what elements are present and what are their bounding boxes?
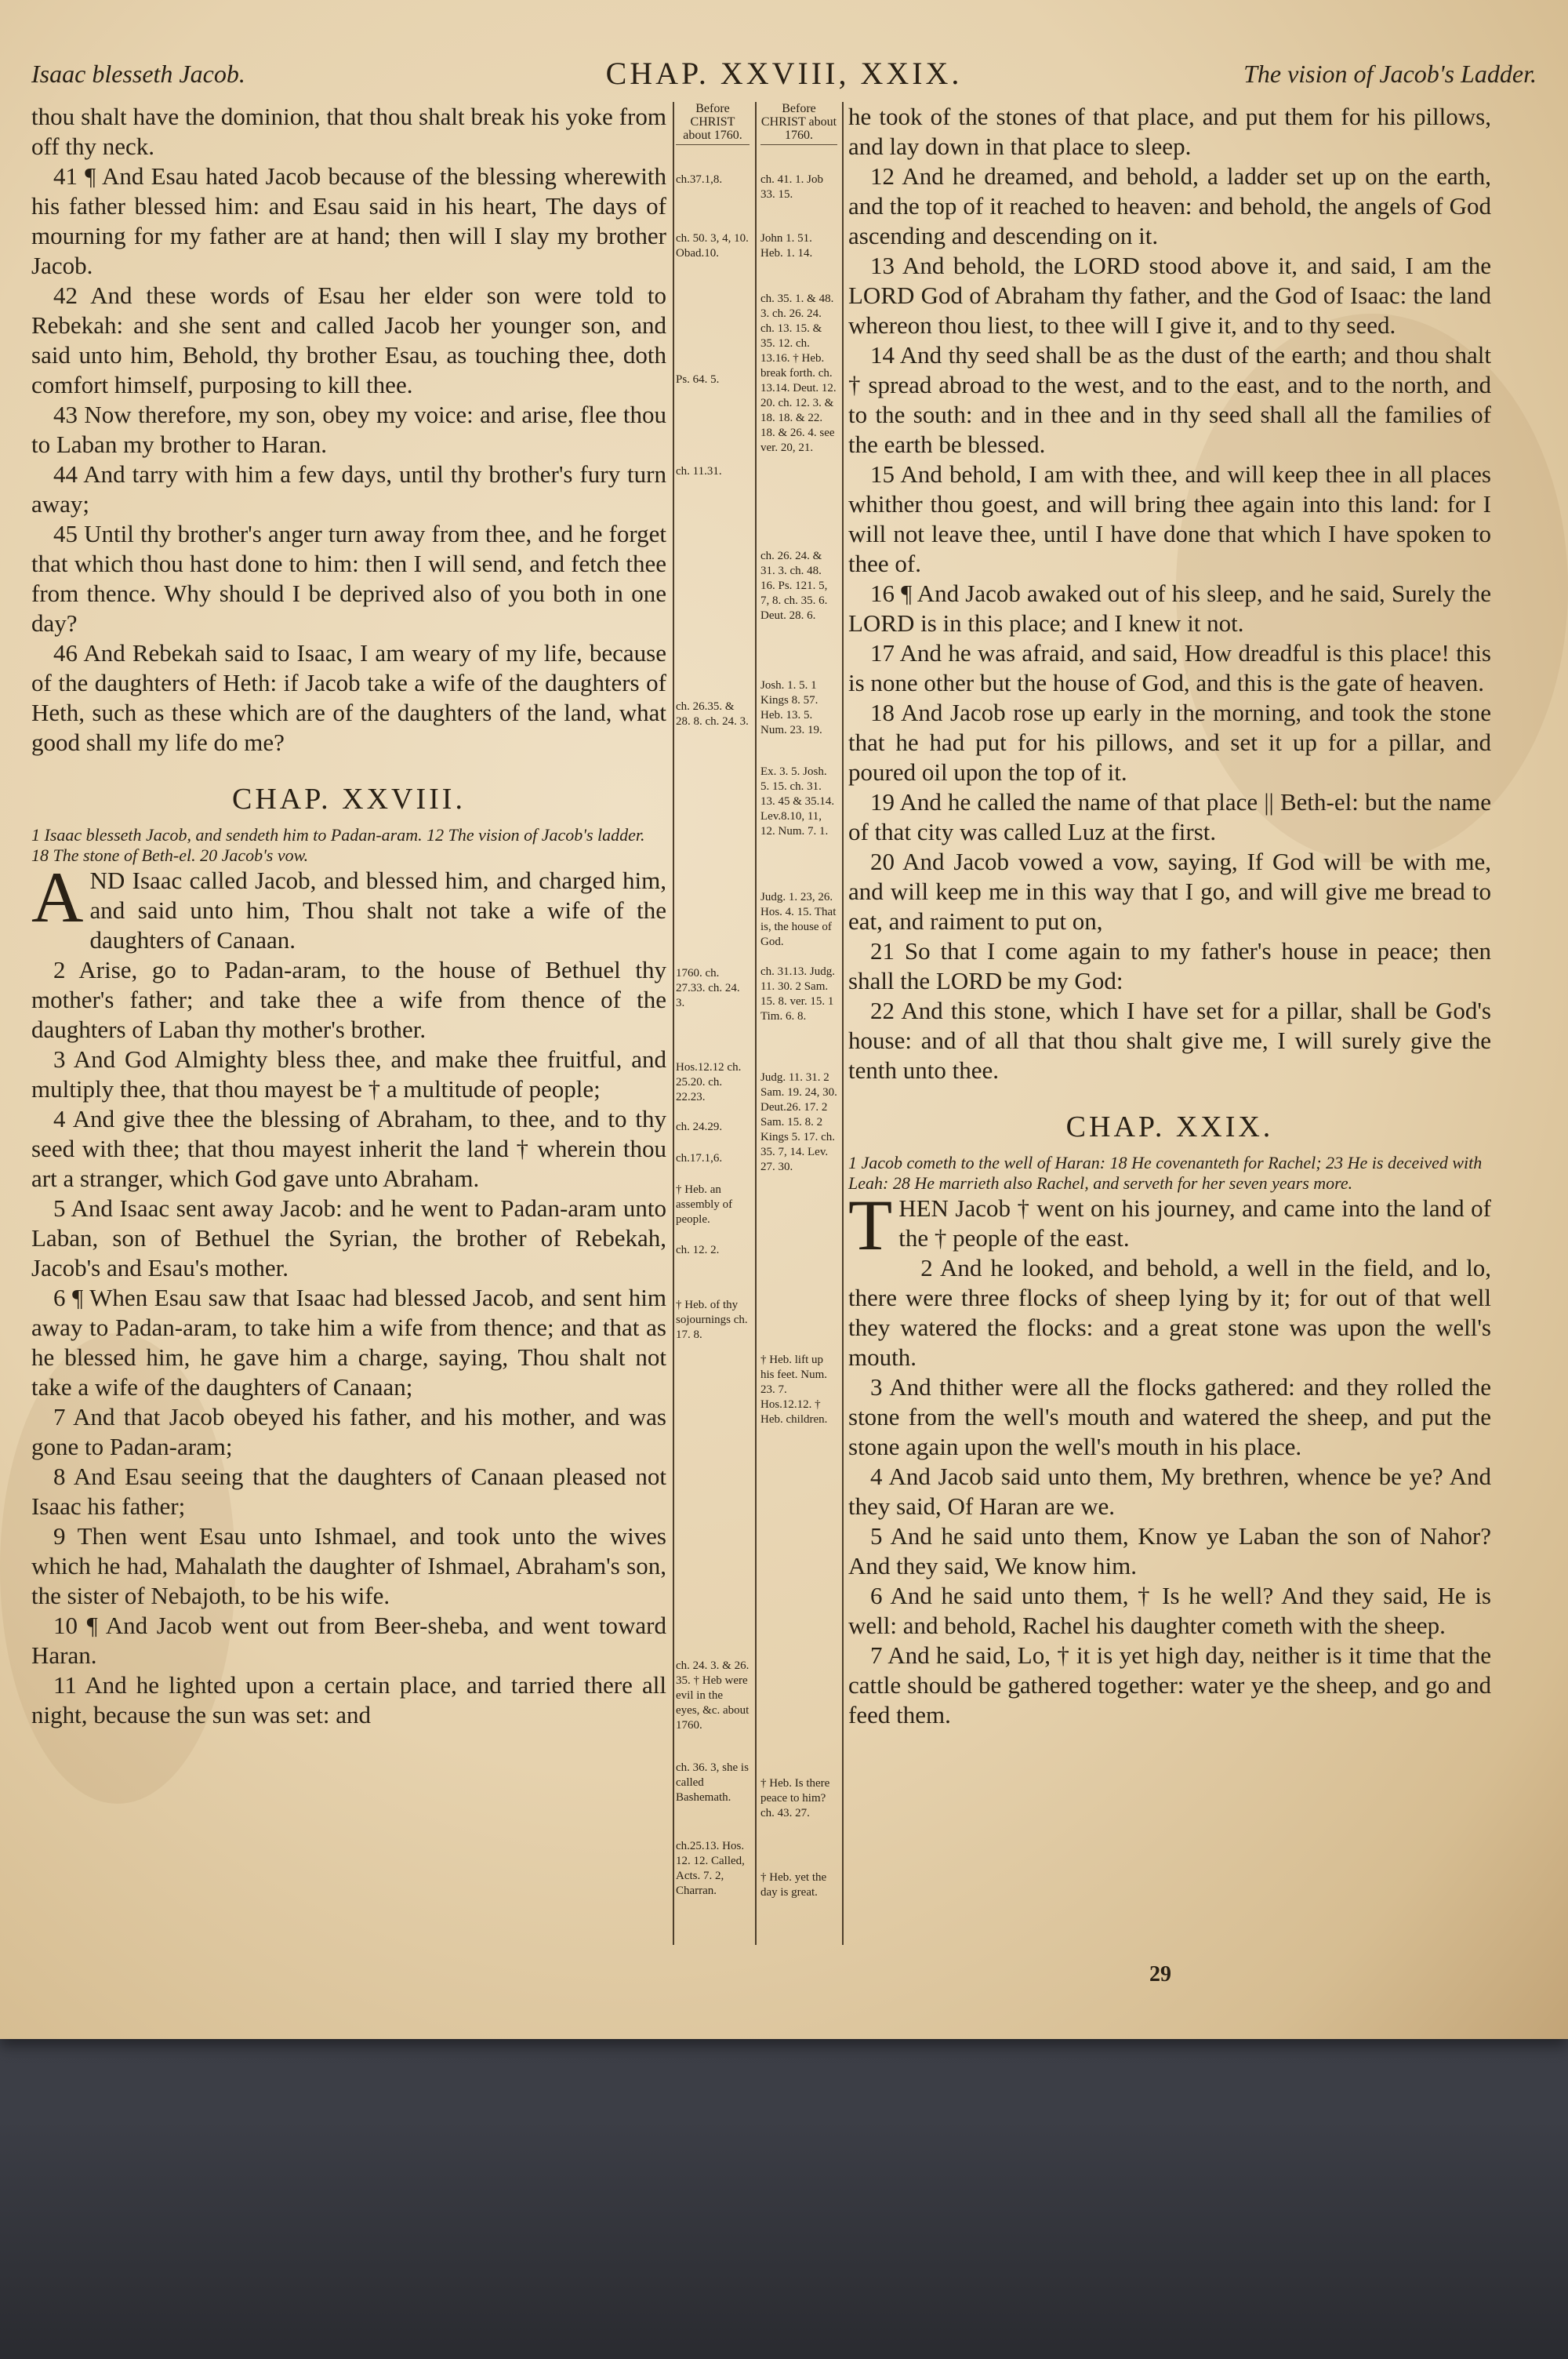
verse-paragraph: 6 And he said unto them, † Is he well? And they said, He is well: and behold, Rachel his daughter cometh with the sheep. bbox=[848, 1582, 1491, 1639]
verse-paragraph: 7 And he said, Lo, † it is yet high day, neither is it time that the cattle should be gathered together: water ye the sheep, and go and feed them. bbox=[848, 1641, 1491, 1728]
margin-reference: Ex. 3. 5. Josh. 5. 15. ch. 31. 13. 45 & 35.14. Lev.8.10, 11, 12. Num. 7. 1. bbox=[760, 765, 835, 838]
verse-paragraph: 43 Now therefore, my son, obey my voice: and arise, flee thou to Laban my brother to Haran. bbox=[31, 401, 666, 458]
margin-reference: ch. 11.31. bbox=[676, 465, 722, 478]
margin-head: Before CHRIST about 1760. bbox=[760, 102, 837, 145]
margin-reference: ch. 24.29. bbox=[676, 1121, 723, 1133]
column-rule bbox=[755, 102, 757, 1945]
margin-reference: † Heb. Is there peace to him? ch. 43. 27. bbox=[760, 1777, 830, 1819]
first-verse-text: HEN Jacob † went on his journey, and came into the land of the † people of the east. bbox=[898, 1194, 1491, 1252]
margin-reference: Ps. 64. 5. bbox=[676, 373, 720, 386]
first-verse-paragraph bbox=[31, 857, 666, 955]
verse-paragraph: 2 Arise, go to Padan-aram, to the house of Bethuel thy mother's father; and take thee a wife from thence of the daughters of Laban thy mother's brother. bbox=[31, 956, 666, 1043]
verse-paragraph: 21 So that I come again to my father's house in peace; then shall the LORD be my God: bbox=[848, 937, 1491, 994]
verse-paragraph: 5 And Isaac sent away Jacob: and he went to Padan-aram unto Laban, son of Bethuel the Syrian, the brother of Rebekah, Jacob's and Esau's mother. bbox=[31, 1194, 666, 1281]
chapter-heading: CHAP. XXVIII. bbox=[232, 783, 466, 816]
margin-reference: Josh. 1. 5. 1 Kings 8. 57. Heb. 13. 5. Num. 23. 19. bbox=[760, 679, 822, 736]
running-head bbox=[31, 55, 1537, 102]
verse-paragraph: 13 And behold, the LORD stood above it, and said, I am the LORD God of Abraham thy father, and the God of Isaac: the land whereon thou liest, to thee will I give it, and to thy seed. bbox=[848, 252, 1491, 339]
first-verse-paragraph bbox=[848, 1185, 1491, 1265]
chapter-heading: CHAP. XXIX. bbox=[1065, 1110, 1274, 1143]
verse-paragraph: 46 And Rebekah said to Isaac, I am weary of my life, because of the daughters of Heth: if Jacob take a wife of the daughters of Heth, such as these which are of the daughters of the land, what good shall my life do me? bbox=[31, 639, 666, 756]
running-head-left: Isaac blesseth Jacob. bbox=[31, 60, 245, 88]
first-verse-text: ND Isaac called Jacob, and blessed him, and charged him, and said unto him, Thou shalt not take a wife of the daughters of Canaan. bbox=[89, 867, 666, 954]
margin-reference: 1760. ch. 27.33. ch. 24. 3. bbox=[676, 967, 740, 1009]
running-head-center: CHAP. XXVIII, XXIX. bbox=[605, 56, 963, 91]
chapter-summary: 1 Isaac blesseth Jacob, and sendeth him to Padan-aram. 12 The vision of Jacob's ladder. 18 The stone of Beth-el. 20 Jacob's vow. bbox=[31, 825, 645, 865]
running-head-right: The vision of Jacob's Ladder. bbox=[1243, 60, 1537, 88]
verse-paragraph: thou shalt have the dominion, that thou shalt break his yoke from off thy neck. bbox=[31, 103, 666, 160]
left-margin-references bbox=[676, 102, 750, 1897]
right-margin-references bbox=[760, 102, 837, 1899]
margin-reference: Hos.12.12 ch. 25.20. ch. 22.23. bbox=[676, 1061, 742, 1103]
verse-paragraph: 16 ¶ And Jacob awaked out of his sleep, and he said, Surely the LORD is in this place; and I knew it not. bbox=[848, 580, 1491, 637]
margin-reference: ch. 12. 2. bbox=[676, 1244, 720, 1256]
verse-paragraph: 7 And that Jacob obeyed his father, and his mother, and was gone to Padan-aram; bbox=[31, 1403, 666, 1460]
left-text-column bbox=[31, 102, 666, 1730]
verse-paragraph: 3 And thither were all the flocks gathered: and they rolled the stone from the well's mouth and watered the sheep, and put the stone again upon the well's mouth in his place. bbox=[848, 1373, 1491, 1460]
verse-paragraph: 17 And he was afraid, and said, How dreadful is this place! this is none other but the house of God, and this is the gate of heaven. bbox=[848, 639, 1491, 696]
verse-paragraph: 10 ¶ And Jacob went out from Beer-sheba, and went toward Haran. bbox=[31, 1612, 666, 1669]
verse-paragraph: 5 And he said unto them, Know ye Laban the son of Nahor? And they said, We know him. bbox=[848, 1522, 1491, 1579]
verse-paragraph: 4 And give thee the blessing of Abraham, to thee, and to thy seed with thee; that thou mayest inherit the land † wherein thou art a stranger, which God gave unto Abraham. bbox=[31, 1105, 666, 1192]
margin-reference: John 1. 51. Heb. 1. 14. bbox=[760, 232, 813, 260]
verse-paragraph: 20 And Jacob vowed a vow, saying, If God will be with me, and will keep me in this way that I go, and will give me bread to eat, and raiment to put on, bbox=[848, 848, 1491, 935]
margin-reference: Judg. 11. 31. 2 Sam. 19. 24, 30. Deut.26. 17. 2 Sam. 15. 8. 2 Kings 5. 17. ch. 35. 7, 14. Lev. 27. 30. bbox=[760, 1071, 837, 1173]
verse-paragraph: 19 And he called the name of that place || Beth-el: but the name of that city was called Luz at the first. bbox=[848, 788, 1491, 845]
margin-reference: ch. 31.13. Judg. 11. 30. 2 Sam. 15. 8. ver. 15. 1 Tim. 6. 8. bbox=[760, 965, 835, 1023]
margin-reference: Judg. 1. 23, 26. Hos. 4. 15. That is, the house of God. bbox=[760, 891, 837, 948]
margin-reference: † Heb. yet the day is great. bbox=[760, 1871, 827, 1899]
margin-reference: ch.25.13. Hos. 12. 12. Called, Acts. 7. 2, Charran. bbox=[676, 1840, 745, 1897]
verse-paragraph: 4 And Jacob said unto them, My brethren, whence be ye? And they said, Of Haran are we. bbox=[848, 1463, 1491, 1520]
verse-paragraph: 42 And these words of Esau her elder son were told to Rebekah: and she sent and called Jacob her younger son, and said unto him, Behold, thy brother Esau, as touching thee, doth comfort himself, purposing to kill thee. bbox=[31, 282, 666, 398]
margin-reference: ch. 35. 1. & 48. 3. ch. 26. 24. ch. 13. 15. & 35. 12. ch. 13.16. † Heb. break forth. ch. 13.14. Deut. 12. 20. ch. 12. 3. & 18. 18. & 22. 18. & 26. 4. see ver. 20, 21. bbox=[760, 293, 837, 454]
margin-reference: ch. 26. 24. & 31. 3. ch. 48. 16. Ps. 121. 5, 7, 8. ch. 35. 6. Deut. 28. 6. bbox=[760, 550, 828, 622]
verse-paragraph: 2 And he looked, and behold, a well in the field, and lo, there were three flocks of sheep lying by it; for out of that well they watered the flocks: and a great stone was upon the well's mouth. bbox=[848, 1254, 1491, 1371]
verse-paragraph: 3 And God Almighty bless thee, and make thee fruitful, and multiply thee, that thou mayest be † a multitude of people; bbox=[31, 1045, 666, 1103]
drop-cap: T bbox=[848, 1185, 893, 1265]
margin-reference: † Heb. an assembly of people. bbox=[676, 1183, 733, 1226]
verse-paragraph: 44 And tarry with him a few days, until thy brother's fury turn away; bbox=[31, 460, 666, 518]
drop-cap: A bbox=[31, 857, 84, 937]
verse-paragraph: 22 And this stone, which I have set for a pillar, shall be God's house: and of all that thou shalt give me, I will surely give the tenth unto thee. bbox=[848, 997, 1491, 1084]
margin-reference: ch. 36. 3, she is called Bashemath. bbox=[676, 1761, 749, 1804]
verse-paragraph: 11 And he lighted upon a certain place, and tarried there all night, because the sun was set: and bbox=[31, 1671, 666, 1728]
verse-paragraph: he took of the stones of that place, and put them for his pillows, and lay down in that place to sleep. bbox=[848, 103, 1491, 160]
margin-reference: ch. 41. 1. Job 33. 15. bbox=[760, 173, 823, 201]
verse-paragraph: 14 And thy seed shall be as the dust of the earth; and thou shalt † spread abroad to the west, and to the east, and to the north, and to the south: and in thee and in thy seed shall all the families of the earth be blessed. bbox=[848, 341, 1491, 458]
verse-paragraph: 18 And Jacob rose up early in the morning, and took the stone that he had put for his pillows, and set it up for a pillar, and poured oil upon the top of it. bbox=[848, 699, 1491, 786]
verse-paragraph: 6 ¶ When Esau saw that Isaac had blessed Jacob, and sent him away to Padan-aram, to take him a wife from thence; and that as he blessed him, he gave him a charge, saying, Thou shalt not take a wife of the daughters of Canaan; bbox=[31, 1284, 666, 1401]
margin-reference: ch. 50. 3, 4, 10. Obad.10. bbox=[676, 232, 749, 260]
column-rule bbox=[673, 102, 674, 1945]
column-rule bbox=[842, 102, 844, 1945]
verse-paragraph: 41 ¶ And Esau hated Jacob because of the blessing wherewith his father blessed him: and Esau said in his heart, The days of mourning for my father are at hand; then will I slay my brother Jacob. bbox=[31, 162, 666, 279]
chapter-summary: 1 Jacob cometh to the well of Haran: 18 He covenanteth for Rachel; 23 He is deceived with Leah: 28 He marrieth also Rachel, and serveth for her seven years more. bbox=[848, 1153, 1483, 1193]
right-text-column bbox=[848, 102, 1491, 1730]
verse-paragraph: 15 And behold, I am with thee, and will keep thee in all places whither thou goest, and will bring thee again into this land: for I will not leave thee, until I have done that which I have spoken to thee of. bbox=[848, 460, 1491, 577]
verse-paragraph: 45 Until thy brother's anger turn away from thee, and he forget that which thou hast done to him: then I will send, and fetch thee from thence. Why should I be deprived also of you both in one day? bbox=[31, 520, 666, 637]
verse-paragraph: 8 And Esau seeing that the daughters of Canaan pleased not Isaac his father; bbox=[31, 1463, 666, 1520]
verse-paragraph: 9 Then went Esau unto Ishmael, and took unto the wives which he had, Mahalath the daughter of Ishmael, Abraham's son, the sister of Nebajoth, to be his wife. bbox=[31, 1522, 666, 1609]
margin-reference: † Heb. lift up his feet. Num. 23. 7. Hos.12.12. † Heb. children. bbox=[760, 1354, 828, 1426]
margin-head: Before CHRIST about 1760. bbox=[676, 102, 750, 145]
verse-paragraph: 12 And he dreamed, and behold, a ladder set up on the earth, and the top of it reached to heaven: and behold, the angels of God ascending and descending on it. bbox=[848, 162, 1491, 249]
margin-reference: ch.17.1,6. bbox=[676, 1152, 723, 1165]
margin-reference: ch. 24. 3. & 26. 35. † Heb were evil in the eyes, &c. about 1760. bbox=[676, 1659, 750, 1732]
margin-reference: † Heb. of thy sojournings ch. 17. 8. bbox=[676, 1299, 748, 1341]
margin-reference: ch. 26.35. & 28. 8. ch. 24. 3. bbox=[676, 700, 749, 728]
page-number: 29 bbox=[1149, 1962, 1171, 1986]
margin-reference: ch.37.1,8. bbox=[676, 173, 723, 186]
